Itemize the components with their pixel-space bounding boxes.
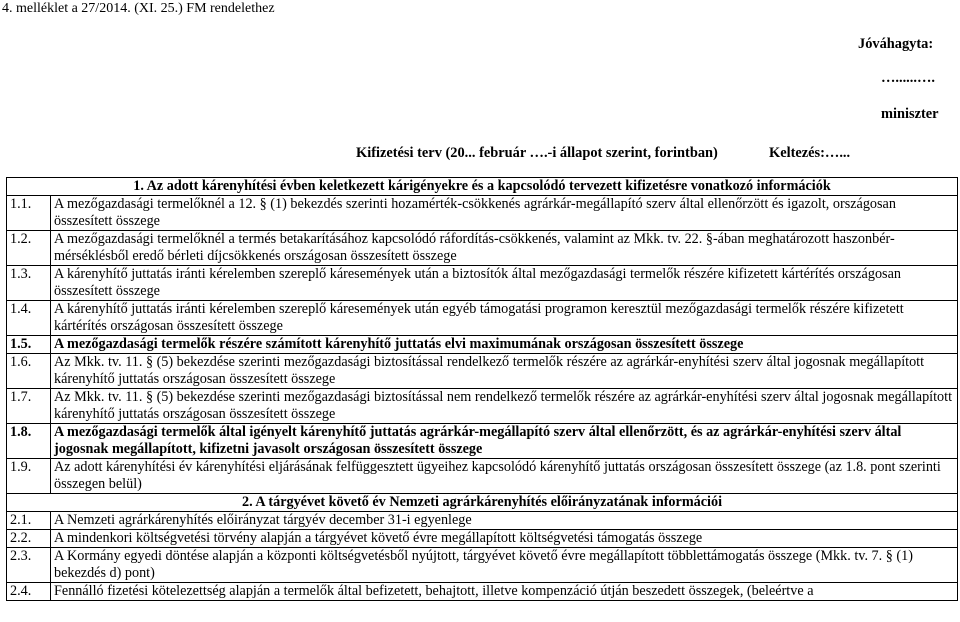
row-text: A kárenyhítő juttatás iránti kérelemben szereplő káresemények után egyéb támogatási programon keresztül mezőgazdasági termelők részére kifizetett kártérítés országosan összesített összege	[51, 301, 958, 336]
annex-reference: 4. melléklet a 27/2014. (XI. 25.) FM rendelethez	[2, 1, 275, 16]
table-row	[7, 301, 958, 336]
section-1-header	[7, 178, 958, 196]
table-row	[7, 512, 958, 530]
table-row	[7, 336, 958, 354]
row-number: 1.8.	[7, 424, 51, 459]
row-text: A kárenyhítő juttatás iránti kérelemben szereplő káresemények után a biztosítók által mezőgazdasági termelők részére kifizetett kártérítés országosan összesített összege	[51, 266, 958, 301]
row-number: 2.3.	[7, 548, 51, 583]
row-text: A mezőgazdasági termelőknél a termés betakarításához kapcsolódó ráfordítás-csökkenés, valamint az Mkk. tv. 22. §-ában meghatározott haszonbér-mérséklésből eredő bérleti díjcsökkenés országosan összesített összege	[51, 231, 958, 266]
table-row	[7, 231, 958, 266]
row-text: Az Mkk. tv. 11. § (5) bekezdése szerinti mezőgazdasági biztosítással rendelkező termelők részére az agrárkár-enyhítési szerv által jogosnak megállapított kárenyhítő juttatás országosan összesített összege	[51, 354, 958, 389]
table-row	[7, 389, 958, 424]
row-number: 1.9.	[7, 459, 51, 494]
table-row	[7, 424, 958, 459]
row-text: Az adott kárenyhítési év kárenyhítési eljárásának felfüggesztett ügyeihez kapcsolódó kárenyhítő juttatás országosan összesített összege (az 1.8. pont szerinti összegen belül)	[51, 459, 958, 494]
table-row	[7, 530, 958, 548]
row-text: Az Mkk. tv. 11. § (5) bekezdése szerinti mezőgazdasági biztosítással nem rendelkező termelők részére az agrárkár-enyhítési szerv által jogosnak megállapított kárenyhítő juttatás országosan összesített összege	[51, 389, 958, 424]
row-text: A mezőgazdasági termelők által igényelt kárenyhítő juttatás agrárkár-megállapító szerv által ellenőrzött, és az agrárkár-enyhítési szerv által jogosnak megállapított, kifizetni javasolt országosan összesített összege	[51, 424, 958, 459]
row-text: Fennálló fizetési kötelezettség alapján a termelők által befizetett, behajtott, illetve kompenzáció útján beszedett összegek, (beleértve a	[51, 583, 958, 601]
info-table	[6, 177, 958, 601]
row-number: 1.7.	[7, 389, 51, 424]
table-row	[7, 459, 958, 494]
row-text: A Kormány egyedi döntése alapján a központi költségvetésből nyújtott, tárgyévet követő évre megállapított többlettámogatás összege (Mkk. tv. 7. § (1) bekezdés d) pont)	[51, 548, 958, 583]
row-number: 2.2.	[7, 530, 51, 548]
minister-label: miniszter	[881, 106, 939, 122]
section-2-header	[7, 494, 958, 512]
row-number: 1.1.	[7, 196, 51, 231]
row-number: 2.4.	[7, 583, 51, 601]
signature-placeholder: …......….	[881, 70, 935, 86]
row-text: A Nemzeti agrárkárenyhítés előirányzat tárgyév december 31-i egyenlege	[51, 512, 958, 530]
row-number: 1.2.	[7, 231, 51, 266]
issue-date-label: Keltezés:…...	[769, 145, 851, 161]
table-row	[7, 196, 958, 231]
row-number: 1.5.	[7, 336, 51, 354]
table-row	[7, 583, 958, 601]
row-text: A mezőgazdasági termelőknél a 12. § (1) bekezdés szerinti hozamérték-csökkenés agrárkár-megállapító szerv által ellenőrzött és igazolt, országosan összesített összege	[51, 196, 958, 231]
row-text: A mezőgazdasági termelők részére számított kárenyhítő juttatás elvi maximumának országosan összesített összege	[51, 336, 958, 354]
table-row	[7, 354, 958, 389]
payment-plan-title: Kifizetési terv (20... február ….-i állapot szerint, forintban)	[356, 145, 718, 161]
row-number: 2.1.	[7, 512, 51, 530]
row-text: A mindenkori költségvetési törvény alapján a tárgyévet követő évre megállapított költségvetési támogatás összege	[51, 530, 958, 548]
row-number: 1.4.	[7, 301, 51, 336]
section-1-title: 1. Az adott kárenyhítési évben keletkezett kárigényekre és a kapcsolódó tervezett kifizetésre vonatkozó információk	[7, 178, 958, 196]
section-2-title: 2. A tárgyévet követő év Nemzeti agrárkárenyhítés előirányzatának információi	[7, 494, 958, 512]
table-row	[7, 266, 958, 301]
table-row	[7, 548, 958, 583]
row-number: 1.3.	[7, 266, 51, 301]
row-number: 1.6.	[7, 354, 51, 389]
approval-label: Jóváhagyta:	[858, 36, 934, 52]
